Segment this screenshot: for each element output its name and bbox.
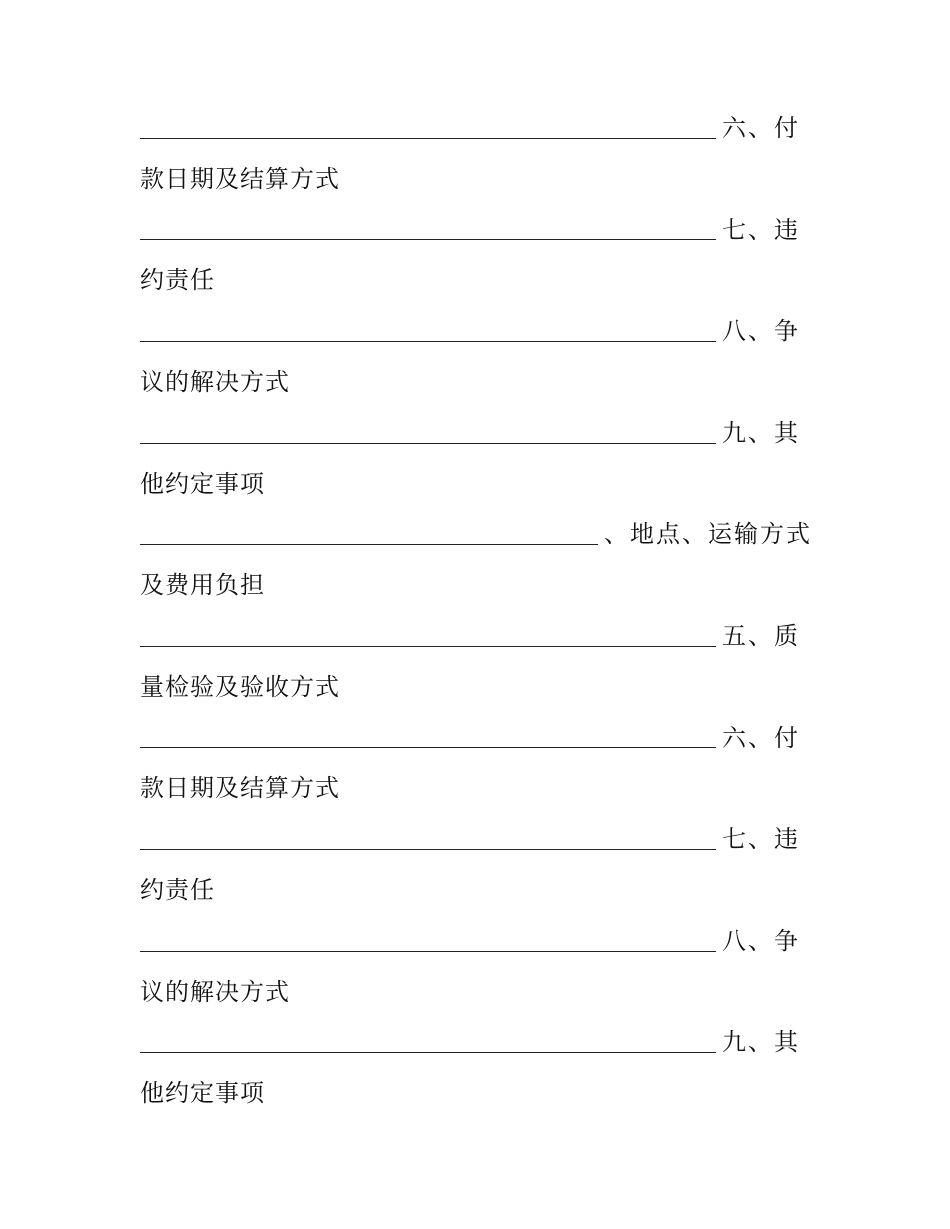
fill-in-blank bbox=[140, 1052, 716, 1053]
fill-in-blank bbox=[140, 544, 598, 545]
clause-text-fragment: 、地点、运输方式 bbox=[604, 520, 812, 549]
clause-heading-continuation: 他约定事项 bbox=[140, 469, 265, 498]
fill-in-line bbox=[140, 509, 812, 560]
clause-heading-continuation: 议的解决方式 bbox=[140, 367, 290, 396]
fill-in-line bbox=[140, 611, 800, 662]
fill-in-line bbox=[140, 713, 800, 764]
clause-heading-continuation: 约责任 bbox=[140, 875, 215, 904]
clause-heading-continuation: 及费用负担 bbox=[140, 571, 265, 600]
clause-heading-start: 六、付 bbox=[722, 114, 800, 142]
clause-heading-start: 五、质 bbox=[722, 621, 800, 650]
clause-heading-continuation: 约责任 bbox=[140, 266, 215, 295]
fill-in-blank bbox=[140, 849, 716, 850]
clause-heading-continuation: 量检验及验收方式 bbox=[140, 672, 340, 701]
fill-in-line bbox=[140, 814, 800, 865]
fill-in-blank bbox=[140, 747, 716, 748]
fill-in-line bbox=[140, 205, 800, 256]
clause-heading-start: 六、付 bbox=[722, 723, 800, 752]
fill-in-blank bbox=[140, 239, 716, 240]
fill-in-line bbox=[140, 916, 800, 967]
fill-in-line bbox=[140, 1017, 800, 1068]
clause-heading-continuation: 款日期及结算方式 bbox=[140, 164, 340, 193]
clause-heading-continuation: 议的解决方式 bbox=[140, 977, 290, 1006]
clause-heading-start: 七、违 bbox=[722, 215, 800, 244]
fill-in-blank bbox=[140, 951, 716, 952]
clause-heading-start: 九、其 bbox=[722, 1028, 800, 1057]
clause-heading-continuation: 款日期及结算方式 bbox=[140, 774, 340, 803]
fill-in-blank bbox=[140, 646, 716, 647]
fill-in-line bbox=[140, 306, 800, 357]
fill-in-blank bbox=[140, 443, 716, 444]
clause-heading-start: 七、违 bbox=[722, 825, 800, 854]
clause-heading-start: 八、争 bbox=[722, 317, 800, 346]
contract-text-body bbox=[140, 103, 812, 1119]
clause-heading-start: 八、争 bbox=[722, 926, 800, 955]
clause-heading-start: 九、其 bbox=[722, 418, 800, 447]
fill-in-blank bbox=[140, 341, 716, 342]
fill-in-line bbox=[140, 103, 800, 154]
clause-heading-continuation: 他约定事项 bbox=[140, 1079, 265, 1108]
fill-in-line bbox=[140, 408, 800, 459]
fill-in-blank bbox=[140, 138, 716, 139]
